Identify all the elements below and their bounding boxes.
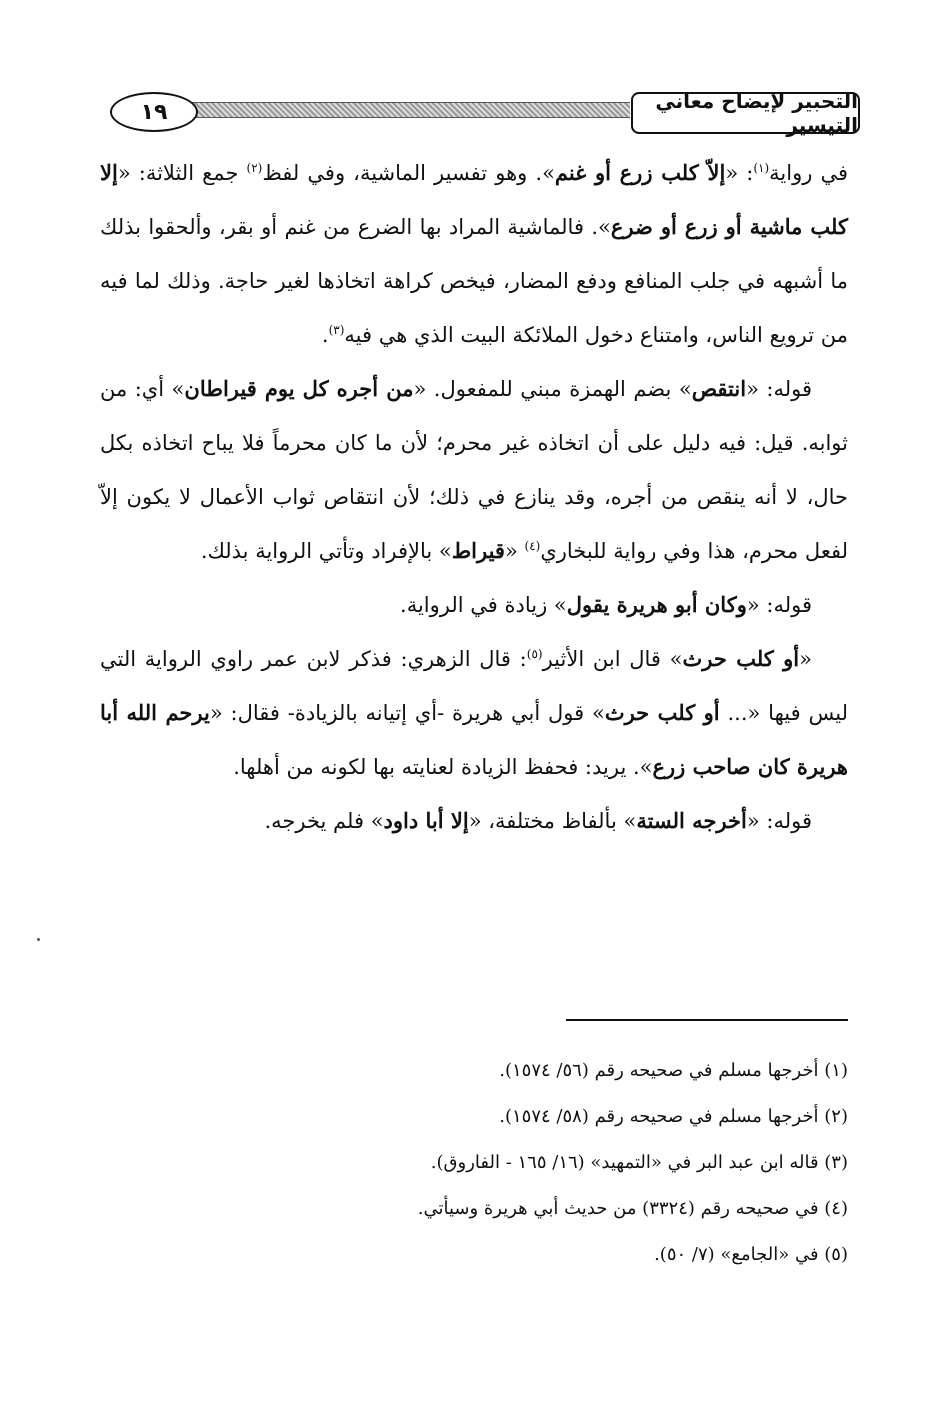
footnote-4: (٤) في صحيحه رقم (٣٣٢٤) من حديث أبي هريرة وسيأتي. — [417, 1198, 848, 1219]
header-decorative-band — [140, 102, 630, 118]
quoted-text: أو كلب حرث — [682, 646, 800, 671]
footnote-ref[interactable]: (٣) — [328, 323, 345, 337]
footnote-5: (٥) في «الجامع» (٧/ ٥٠). — [654, 1244, 848, 1265]
footnote-ref[interactable]: (٤) — [524, 539, 541, 553]
quoted-text: انتقص — [691, 376, 747, 401]
paragraph-3: قوله: «وكان أبو هريرة يقول» زيادة في الرواية. — [400, 592, 812, 617]
page-header — [100, 89, 860, 146]
quoted-text: إلا كلب ماشية أو زرع أو ضرع — [100, 160, 848, 239]
paragraph-5: قوله: «أخرجه الستة» بألفاظ مختلفة، «إلا أبا داود» فلم يخرجه. — [264, 808, 812, 833]
paragraph-2: قوله: «انتقص» بضم الهمزة مبني للمفعول. «من أجره كل يوم قيراطان» أي: من ثوابه. قيل: فيه دليل على أن اتخاذه غير محرم؛ لأن ما كان محرماً فلا يباح اتخاذه بكل حال، لا أنه ينقص من أجره، وقد ينازع في ذلك؛ لأن انتقاص ثواب الأعمال لا يكون إلاّ لفعل محرم، هذا وفي رواية للبخاري$^{(٤)}$ «قيراط» بالإفراد وتأتي الرواية بذلك. — [100, 376, 848, 563]
footnote-2: (٢) أخرجها مسلم في صحيحه رقم (٥٨/ ١٥٧٤). — [499, 1106, 848, 1127]
main-text — [100, 146, 848, 848]
footnote-1: (١) أخرجها مسلم في صحيحه رقم (٥٦/ ١٥٧٤). — [499, 1060, 848, 1081]
footnote-divider — [566, 1019, 848, 1021]
paragraph-4: «أو كلب حرث» قال ابن الأثير$^{(٥)}$: قال الزهري: فذكر لابن عمر راوي الرواية التي ليس فيها «... أو كلب حرث» قول أبي هريرة -أي إتيانه بالزيادة- فقال: «يرحم الله أبا هريرة كان صاحب زرع». يريد: فحفظ الزيادة لعنايته بها لكونه من أهلها. — [100, 646, 848, 779]
quoted-text: إلا أبا داود — [383, 808, 469, 833]
quoted-text: أخرجه الستة — [636, 808, 747, 833]
quoted-text: أو كلب حرث — [604, 700, 720, 725]
footnote-ref[interactable]: (٥) — [526, 647, 543, 661]
footnote-ref[interactable]: (٢) — [246, 161, 263, 175]
quoted-text: وكان أبو هريرة يقول — [566, 592, 747, 617]
quoted-text: إلاّ كلب زرع أو غنم — [554, 160, 726, 185]
footnote-ref[interactable]: (١) — [753, 161, 770, 175]
footnotes — [100, 1048, 848, 1278]
quoted-text: قيراط — [451, 538, 505, 563]
book-title: التحبير لإيضاح معاني التيسير — [631, 92, 860, 134]
scan-speck — [37, 938, 40, 941]
paragraph-1: في رواية$^{(١)}$: «إلاّ كلب زرع أو غنم». وهو تفسير الماشية، وفي لفظ$^{(٢)}$ جمع الثلاثة: «إلا كلب ماشية أو زرع أو ضرع». فالماشية المراد بها الضرع من غنم أو بقر، وألحقوا بذلك ما أشبهه في جلب المنافع ودفع المضار، فيخص كراهة اتخاذها لغير حاجة. وذلك لما فيه من ترويع الناس، وامتناع دخول الملائكة البيت الذي هي فيه$^{(٣)}$. — [100, 160, 849, 347]
page-number: ١٩ — [110, 92, 198, 132]
quoted-text: من أجره كل يوم قيراطان — [184, 376, 414, 401]
footnote-3: (٣) قاله ابن عبد البر في «التمهيد» (١٦/ ١٦٥ - الفاروق). — [430, 1152, 848, 1173]
quoted-text: يرحم الله أبا هريرة كان صاحب زرع — [100, 700, 848, 779]
